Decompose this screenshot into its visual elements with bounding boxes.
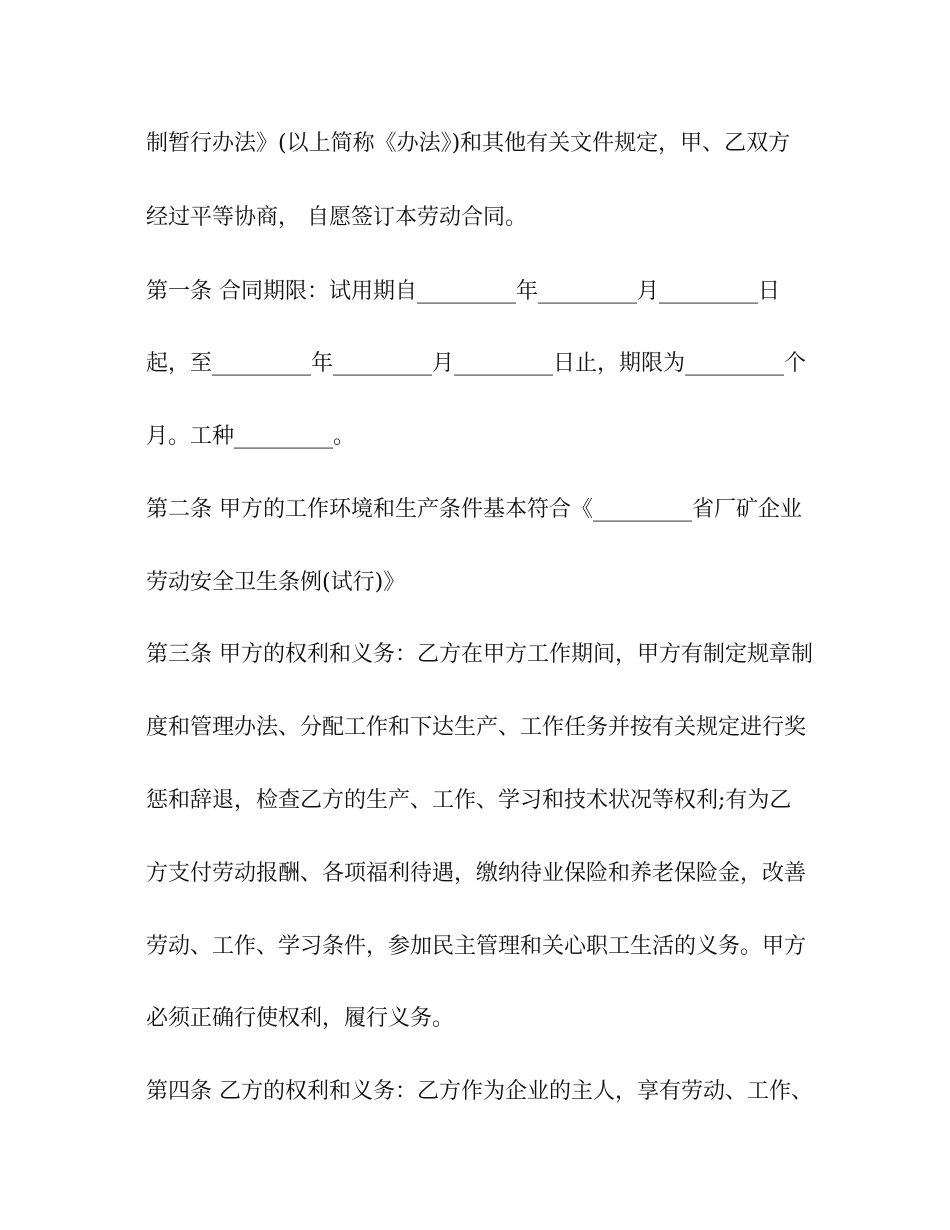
text-line-1: 制暂行办法》(以上简称《办法》)和其他有关文件规定，甲、乙双方: [146, 131, 791, 156]
article-1-line-2: 起，至_________年_________月_________日止，期限为_________个: [146, 351, 807, 376]
article-1-line-3: 月。工种_________。: [146, 424, 356, 449]
article-3-line-3: 惩和辞退，检查乙方的生产、工作、学习和技术状况等权利;有为乙: [146, 788, 792, 813]
article-2-line-2: 劳动安全卫生条例(试行)》: [146, 570, 406, 595]
article-3-line-4: 方支付劳动报酬、各项福利待遇，缴纳待业保险和养老保险金，改善: [146, 861, 807, 886]
article-3-line-1: 第三条 甲方的权利和义务：乙方在甲方工作期间，甲方有制定规章制: [146, 642, 813, 667]
article-1-line-1: 第一条 合同期限：试用期自_________年_________月_________日: [146, 279, 780, 304]
article-2-line-1: 第二条 甲方的工作环境和生产条件基本符合《_________省厂矿企业: [146, 497, 802, 522]
article-4-line-1: 第四条 乙方的权利和义务：乙方作为企业的主人，享有劳动、工作、: [146, 1079, 813, 1104]
text-line-2: 经过平等协商， 自愿签订本劳动合同。: [146, 205, 527, 230]
article-3-line-5: 劳动、工作、学习条件，参加民主管理和关心职工生活的义务。甲方: [146, 934, 807, 959]
article-3-line-2: 度和管理办法、分配工作和下达生产、工作任务并按有关规定进行奖: [146, 715, 807, 740]
article-3-line-6: 必须正确行使权利，履行义务。: [146, 1006, 455, 1031]
